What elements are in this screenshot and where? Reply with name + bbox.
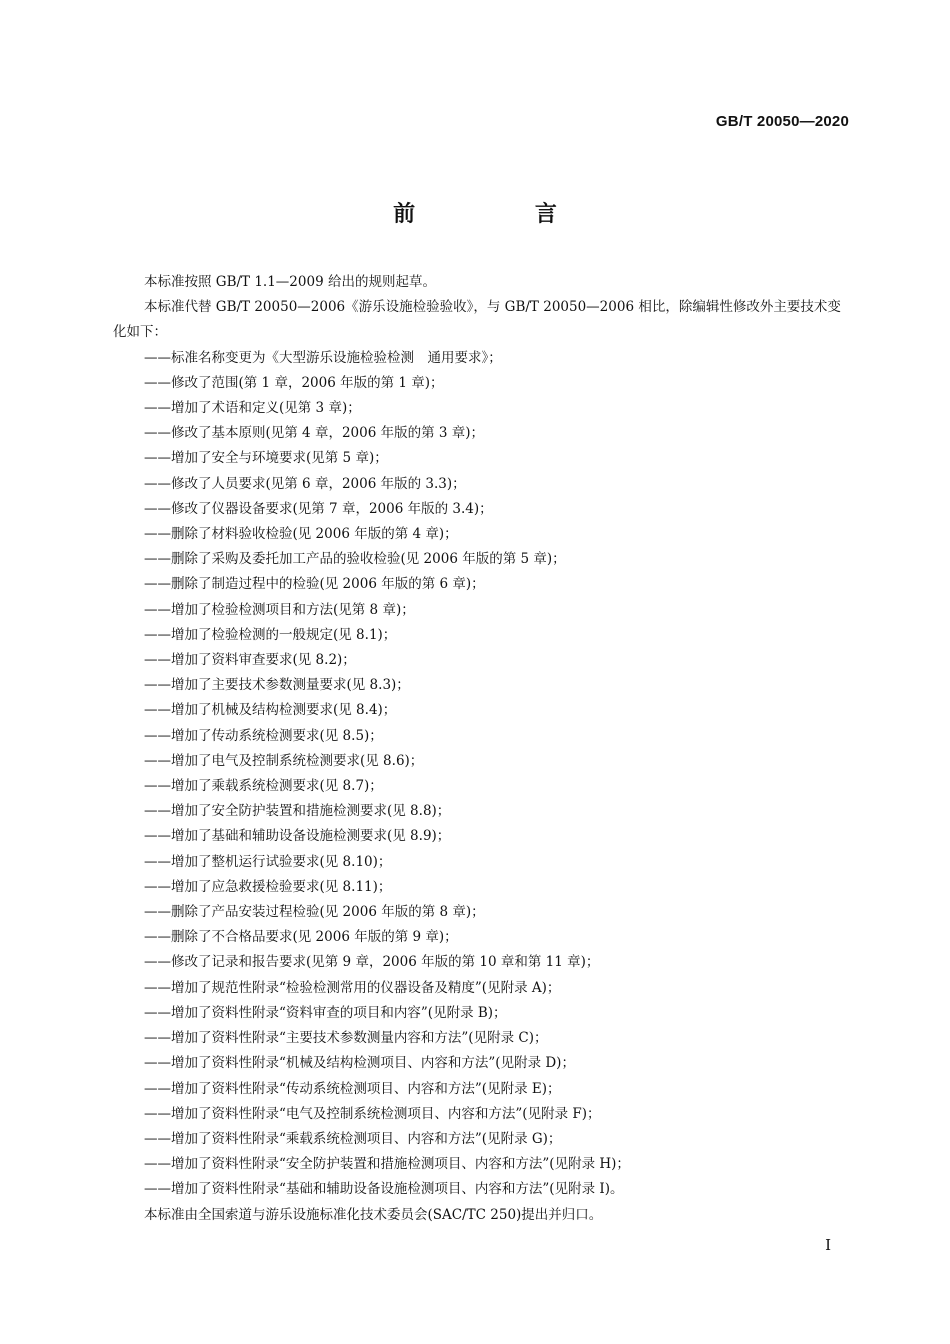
change-list-item: ——增加了安全防护装置和措施检测要求(见 8.8)；: [144, 803, 451, 820]
standard-code: GB/T 20050—2020: [715, 113, 849, 130]
change-list-item: ——增加了主要技术参数测量要求(见 8.3)；: [144, 677, 410, 694]
change-list-item: ——修改了范围(第 1 章，2006 年版的第 1 章)；: [144, 374, 444, 391]
change-list-item: ——增加了检验检测项目和方法(见第 8 章)；: [144, 601, 415, 618]
change-list-item: ——增加了安全与环境要求(见第 5 章)；: [144, 450, 388, 467]
change-list-item: ——增加了检验检测的一般规定(见 8.1)；: [144, 626, 397, 643]
change-list-item: ——增加了资料审查要求(见 8.2)；: [144, 652, 356, 669]
change-list-item: ——增加了电气及控制系统检测要求(见 8.6)；: [144, 752, 424, 769]
foreword-body: [113, 270, 853, 1228]
change-list-item: ——删除了产品安装过程检验(见 2006 年版的第 8 章)；: [144, 904, 485, 921]
page-title: 前 言: [393, 202, 613, 227]
replacement-paragraph: 本标准代替 GB/T 20050—2006《游乐设施检验验收》，与 GB/T 20050—2006 相比，除编辑性修改外主要技术变化如下：: [113, 299, 841, 341]
change-list-item: ——增加了传动系统检测要求(见 8.5)；: [144, 727, 383, 744]
change-list-item: ——增加了整机运行试验要求(见 8.10)；: [144, 853, 392, 870]
page-number: I: [825, 1236, 831, 1254]
change-list-item: ——增加了资料性附录“主要技术参数测量内容和方法”(见附录 C)；: [144, 1030, 548, 1047]
change-list-item: ——修改了仪器设备要求(见第 7 章，2006 年版的 3.4)；: [144, 500, 493, 517]
change-list-item: ——增加了规范性附录“检验检测常用的仪器设备及精度”(见附录 A)；: [144, 979, 561, 996]
change-list-item: ——增加了术语和定义(见第 3 章)；: [144, 400, 361, 417]
change-list-item: ——修改了人员要求(见第 6 章，2006 年版的 3.3)；: [144, 475, 466, 492]
change-list-item: ——增加了资料性附录“安全防护装置和措施检测项目、内容和方法”(见附录 H)；: [144, 1156, 630, 1173]
change-list-item: ——增加了资料性附录“传动系统检测项目、内容和方法”(见附录 E)；: [144, 1080, 561, 1097]
responsible-body-paragraph: 本标准由全国索道与游乐设施标准化技术委员会(SAC/TC 250)提出并归口。: [144, 1206, 603, 1223]
change-list-item: ——删除了采购及委托加工产品的验收检验(见 2006 年版的第 5 章)；: [144, 551, 566, 568]
change-list-item: ——标准名称变更为《大型游乐设施检验检测 通用要求》；: [144, 349, 502, 366]
drafting-rule-paragraph: 本标准按照 GB/T 1.1—2009 给出的规则起草。: [144, 274, 436, 290]
change-list-item: ——增加了乘载系统检测要求(见 8.7)；: [144, 778, 383, 795]
change-list-item: ——增加了资料性附录“基础和辅助设备设施检测项目、内容和方法”(见附录 I)。: [144, 1181, 624, 1198]
change-list-item: ——修改了记录和报告要求(见第 9 章，2006 年版的第 10 章和第 11 章)；: [144, 954, 600, 971]
change-list-item: ——删除了材料验收检验(见 2006 年版的第 4 章)；: [144, 526, 458, 543]
change-list-item: ——增加了基础和辅助设备设施检测要求(见 8.9)；: [144, 828, 451, 845]
change-list-item: ——删除了不合格品要求(见 2006 年版的第 9 章)；: [144, 929, 458, 946]
change-list-item: ——增加了机械及结构检测要求(见 8.4)；: [144, 702, 397, 719]
change-list-item: ——增加了应急救援检验要求(见 8.11)；: [144, 878, 392, 895]
change-list-item: ——增加了资料性附录“资料审查的项目和内容”(见附录 B)；: [144, 1004, 507, 1021]
change-list-item: ——增加了资料性附录“乘载系统检测项目、内容和方法”(见附录 G)；: [144, 1130, 562, 1147]
change-list-item: ——增加了资料性附录“电气及控制系统检测项目、内容和方法”(见附录 F)；: [144, 1105, 601, 1122]
technical-changes-list: [113, 346, 853, 1203]
change-list-item: ——删除了制造过程中的检验(见 2006 年版的第 6 章)；: [144, 576, 485, 593]
change-list-item: ——增加了资料性附录“机械及结构检测项目、内容和方法”(见附录 D)；: [144, 1055, 575, 1072]
change-list-item: ——修改了基本原则(见第 4 章，2006 年版的第 3 章)；: [144, 425, 485, 442]
